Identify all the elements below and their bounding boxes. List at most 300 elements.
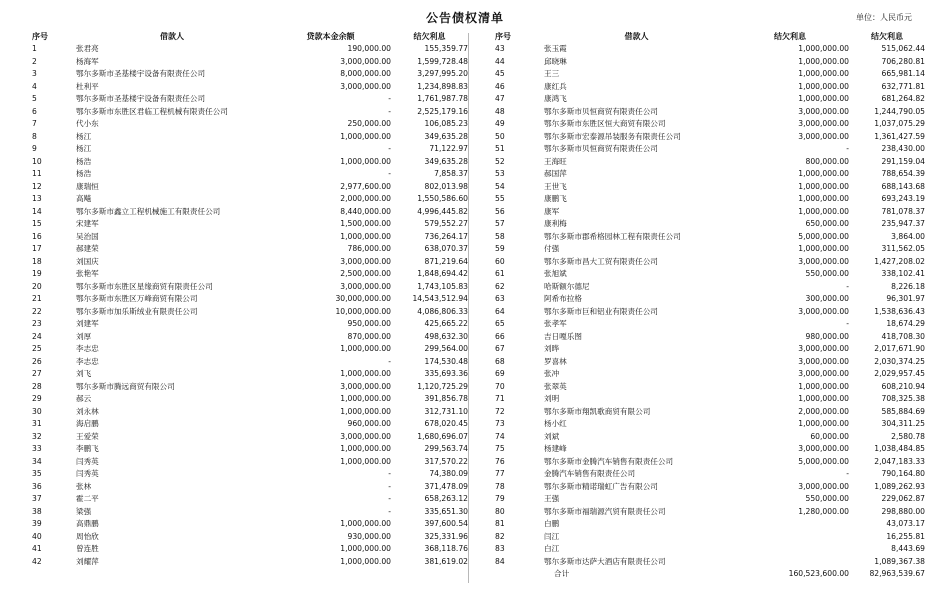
table-row (495, 556, 925, 569)
row-seq: 70 (495, 381, 505, 391)
row-borrower: 王爱荣 (76, 431, 99, 441)
row-borrower: 康瑞恒 (76, 181, 99, 191)
row-interest: 1,761,987.78 (417, 94, 468, 103)
row-borrower: 杨江 (76, 131, 92, 141)
row-loan-balance: - (388, 94, 391, 103)
row-seq: 62 (495, 281, 505, 291)
row-loan-balance: 2,000,000.00 (340, 194, 391, 203)
row-borrower: 付强 (544, 244, 560, 253)
row-loan-balance: 1,280,000.00 (798, 506, 849, 516)
row-seq: 80 (495, 506, 505, 516)
total-row (495, 568, 925, 581)
row-interest: 3,297,995.20 (417, 69, 468, 78)
table-row (32, 68, 468, 81)
row-seq: 68 (495, 356, 505, 366)
row-loan-balance: 1,000,000.00 (798, 169, 849, 178)
row-borrower: 鄂尔多斯市东胜区恒大商贸有限公司 (544, 119, 666, 128)
row-borrower: 高鼎鹏 (76, 519, 99, 528)
row-seq: 27 (32, 369, 42, 378)
row-borrower: 张玉霞 (544, 44, 567, 53)
row-seq: 12 (32, 181, 42, 191)
row-loan-balance: 190,000.00 (347, 44, 391, 53)
row-seq: 5 (32, 94, 37, 103)
row-borrower: 郝云 (76, 394, 92, 403)
row-borrower: 杨海军 (76, 56, 99, 66)
table-row (32, 231, 468, 244)
row-loan-balance: 980,000.00 (805, 331, 849, 341)
row-interest: 638,070.37 (424, 244, 468, 253)
right-table-body (495, 43, 925, 581)
row-seq: 26 (32, 356, 42, 366)
row-borrower: 鄂尔多斯市东胜区君临工程机械有限责任公司 (76, 106, 228, 116)
row-loan-balance (731, 531, 849, 544)
row-interest: 681,264.82 (881, 94, 925, 103)
row-interest: 790,164.80 (881, 469, 925, 478)
row-interest: 2,017,671.90 (874, 344, 925, 353)
row-borrower: 杨浩 (76, 169, 92, 178)
row-loan-balance: 1,000,000.00 (340, 444, 391, 453)
row-interest: 665,981.14 (881, 69, 925, 78)
row-loan-balance: 1,000,000.00 (798, 206, 849, 216)
row-borrower: 张林 (76, 481, 92, 491)
row-borrower: 刘斌 (544, 431, 560, 441)
row-seq: 48 (495, 106, 505, 116)
row-seq: 43 (495, 44, 505, 53)
row-borrower: 张翠英 (544, 381, 567, 391)
row-seq: 37 (32, 494, 42, 503)
row-seq: 31 (32, 419, 42, 428)
row-seq: 2 (32, 56, 37, 66)
row-borrower: 鄂尔多斯市宏泰源吊装服务有限责任公司 (544, 131, 681, 141)
row-loan-balance: 8,000,000.00 (340, 69, 391, 78)
row-loan-balance: - (846, 281, 849, 291)
row-loan-balance: 1,000,000.00 (798, 194, 849, 203)
table-row (32, 93, 468, 106)
row-borrower: 闫秀英 (76, 469, 99, 478)
row-borrower: 鄂尔多斯市达萨大酒店有限责任公司 (544, 556, 666, 566)
row-loan-balance: - (846, 319, 849, 328)
row-loan-balance (731, 543, 849, 556)
row-seq: 63 (495, 294, 505, 303)
row-interest: 498,632.30 (424, 331, 468, 341)
row-interest: 632,771.81 (881, 81, 925, 91)
table-row (32, 106, 468, 119)
row-borrower: 霍二平 (76, 494, 99, 503)
table-row (32, 256, 468, 269)
row-loan-balance: 1,000,000.00 (340, 231, 391, 241)
row-borrower: 刘耀萍 (76, 556, 99, 566)
row-seq: 39 (32, 519, 42, 528)
row-interest: 371,478.09 (424, 481, 468, 491)
row-interest: 658,263.12 (424, 494, 468, 503)
row-seq: 75 (495, 444, 505, 453)
row-borrower: 刘明 (544, 394, 560, 403)
row-interest: 397,600.54 (424, 519, 468, 528)
table-row (495, 81, 925, 94)
row-seq: 33 (32, 444, 42, 453)
table-row (32, 356, 468, 369)
row-seq: 42 (32, 556, 42, 566)
row-interest: 736,264.17 (424, 231, 468, 241)
row-loan-balance: 3,000,000.00 (798, 131, 849, 141)
row-borrower: 白鹏 (544, 519, 560, 528)
row-borrower: 金腾汽车销售有限责任公司 (544, 469, 636, 478)
row-seq: 84 (495, 556, 505, 566)
row-seq: 64 (495, 306, 505, 316)
row-seq: 19 (32, 269, 42, 278)
row-seq: 32 (32, 431, 42, 441)
table-row (32, 43, 468, 56)
row-seq: 41 (32, 544, 42, 553)
row-loan-balance: 1,000,000.00 (340, 556, 391, 566)
row-interest: 338,102.41 (881, 269, 925, 278)
row-borrower: 鄂尔多斯市精诺瑞虹广告有限公司 (544, 481, 658, 491)
row-borrower: 刘国庆 (76, 256, 99, 266)
table-row (32, 343, 468, 356)
total-loan-balance: 160,523,600.00 (788, 569, 849, 578)
table-row (495, 456, 925, 469)
table-row (495, 68, 925, 81)
row-seq: 77 (495, 469, 505, 478)
row-interest: 788,654.39 (881, 169, 925, 178)
table-row (495, 43, 925, 56)
table-row (32, 118, 468, 131)
row-loan-balance: - (388, 169, 391, 178)
row-borrower: 鄂尔多斯市昌大工贸有限责任公司 (544, 256, 658, 266)
row-seq: 3 (32, 69, 37, 78)
row-seq: 72 (495, 406, 505, 416)
table-row (495, 381, 925, 394)
table-row (495, 481, 925, 494)
row-loan-balance: - (388, 469, 391, 478)
row-interest: 312,731.10 (424, 406, 468, 416)
table-row (495, 256, 925, 269)
row-seq: 47 (495, 94, 505, 103)
row-loan-balance: 1,000,000.00 (340, 544, 391, 553)
table-row (32, 81, 468, 94)
row-borrower: 鄂尔多斯市郡希格园林工程有限责任公司 (544, 231, 681, 241)
row-loan-balance: - (388, 144, 391, 153)
header-interest: 结欠利息 (413, 32, 446, 41)
row-interest: 381,619.02 (424, 556, 468, 566)
table-row (32, 393, 468, 406)
row-seq: 23 (32, 319, 42, 328)
row-loan-balance: 30,000,000.00 (335, 294, 391, 303)
row-borrower: 鄂尔多斯市贝恒商贸有限责任公司 (544, 144, 658, 153)
row-seq: 81 (495, 519, 505, 528)
row-borrower: 李鹏飞 (76, 444, 99, 453)
row-loan-balance: 3,000,000.00 (798, 481, 849, 491)
row-loan-balance: 5,000,000.00 (798, 231, 849, 241)
row-interest: 304,311.25 (881, 419, 925, 428)
row-loan-balance: 950,000.00 (347, 319, 391, 328)
table-row (32, 506, 468, 519)
row-loan-balance: 1,000,000.00 (798, 181, 849, 191)
column-divider (468, 33, 469, 583)
row-seq: 6 (32, 106, 37, 116)
table-row (32, 468, 468, 481)
header-seq: 序号 (32, 32, 48, 41)
row-interest: 71,122.97 (429, 144, 468, 153)
table-row (495, 143, 925, 156)
row-interest: 693,243.19 (881, 194, 925, 203)
table-row (32, 206, 468, 219)
row-interest: 1,244,790.05 (874, 106, 925, 116)
row-borrower: 王三 (544, 69, 560, 78)
row-interest: 7,858.37 (434, 169, 468, 178)
row-borrower: 鄂尔多斯市圣基楼宇设备有限责任公司 (76, 94, 206, 103)
row-seq: 20 (32, 281, 42, 291)
table-row (32, 456, 468, 469)
row-interest: 8,226.18 (891, 281, 925, 291)
row-loan-balance: 800,000.00 (805, 156, 849, 166)
row-borrower: 康红兵 (544, 81, 567, 91)
row-seq: 8 (32, 131, 37, 141)
row-seq: 21 (32, 294, 42, 303)
row-interest: 4,086,806.33 (417, 306, 468, 316)
table-row (495, 156, 925, 169)
row-seq: 61 (495, 269, 505, 278)
row-interest: 335,651.30 (424, 506, 468, 516)
row-borrower: 杨浩 (76, 156, 92, 166)
row-seq: 83 (495, 544, 505, 553)
row-loan-balance: 1,500,000.00 (340, 219, 391, 228)
right-table-panel (495, 31, 925, 581)
row-seq: 14 (32, 206, 42, 216)
row-borrower: 刘永林 (76, 406, 99, 416)
row-interest: 1,234,898.83 (417, 81, 468, 91)
row-borrower: 闫江 (544, 531, 560, 541)
row-borrower: 鄂尔多斯市加乐斯绒业有限责任公司 (76, 306, 198, 316)
row-interest: 1,037,075.29 (874, 119, 925, 128)
row-borrower: 王海旺 (544, 156, 567, 166)
row-loan-balance: 300,000.00 (805, 294, 849, 303)
row-seq: 18 (32, 256, 42, 266)
table-row (32, 381, 468, 394)
row-seq: 35 (32, 469, 42, 478)
row-interest: 871,219.64 (424, 256, 468, 266)
row-borrower: 宋建军 (76, 219, 99, 228)
row-borrower: 郝建荣 (76, 244, 99, 253)
table-row (32, 531, 468, 544)
row-interest: 1,599,728.48 (417, 56, 468, 66)
row-seq: 82 (495, 531, 505, 541)
table-row (32, 431, 468, 444)
row-interest: 299,564.00 (424, 344, 468, 353)
table-row (495, 193, 925, 206)
row-loan-balance: 1,000,000.00 (798, 381, 849, 391)
row-borrower: 罗喜林 (544, 356, 567, 366)
table-row (32, 293, 468, 306)
row-seq: 30 (32, 406, 42, 416)
row-loan-balance: 1,000,000.00 (798, 81, 849, 91)
row-loan-balance: 1,000,000.00 (340, 156, 391, 166)
table-row (32, 193, 468, 206)
row-borrower: 刘厚 (76, 331, 92, 341)
table-row (495, 206, 925, 219)
row-seq: 51 (495, 144, 505, 153)
row-loan-balance: - (846, 144, 849, 153)
row-interest: 43,073.17 (886, 519, 925, 528)
header-interest: 结欠利息 (774, 32, 806, 41)
header-borrower: 借款人 (160, 32, 184, 41)
currency-unit-note: 单位：人民币元 (856, 13, 912, 22)
row-loan-balance: 3,000,000.00 (340, 431, 391, 441)
row-interest: 96,301.97 (886, 294, 925, 303)
row-interest: 1,361,427.59 (874, 131, 925, 141)
row-borrower: 鄂尔多斯市巨和铝业有限责任公司 (544, 306, 658, 316)
row-interest: 349,635.28 (424, 131, 468, 141)
table-row (495, 243, 925, 256)
row-loan-balance: 870,000.00 (347, 331, 391, 341)
row-interest: 515,062.44 (881, 44, 925, 53)
table-row (32, 306, 468, 319)
table-row (495, 168, 925, 181)
table-row (495, 506, 925, 519)
row-interest: 418,708.30 (881, 331, 925, 341)
row-interest: 678,020.45 (424, 419, 468, 428)
row-interest: 391,856.78 (424, 394, 468, 403)
row-interest: 608,210.94 (881, 381, 925, 391)
row-borrower: 邱晓琳 (544, 56, 567, 66)
row-seq: 45 (495, 69, 505, 78)
row-loan-balance: 1,000,000.00 (340, 344, 391, 353)
row-borrower: 鄂尔多斯市东胜区星缘商贸有限责任公司 (76, 281, 213, 291)
row-interest: 368,118.76 (424, 544, 468, 553)
row-interest: 235,947.37 (881, 219, 925, 228)
row-loan-balance: 3,000,000.00 (798, 119, 849, 128)
row-loan-balance: 1,000,000.00 (798, 44, 849, 53)
row-interest: 106,085.23 (424, 119, 468, 128)
row-borrower: 张旭斌 (544, 269, 567, 278)
table-row (495, 368, 925, 381)
row-seq: 66 (495, 331, 505, 341)
row-loan-balance: 1,000,000.00 (340, 394, 391, 403)
row-interest: 229,062.87 (881, 494, 925, 503)
row-interest: 1,038,484.85 (874, 444, 925, 453)
row-loan-balance: - (388, 494, 391, 503)
total-interest: 82,963,539.67 (869, 569, 925, 578)
row-loan-balance: 2,977,600.00 (340, 181, 391, 191)
row-seq: 36 (32, 481, 42, 491)
table-row (495, 118, 925, 131)
row-seq: 65 (495, 319, 505, 328)
row-loan-balance: 1,000,000.00 (340, 406, 391, 416)
row-interest: 174,530.48 (424, 356, 468, 366)
row-borrower: 哈斯额尔德尼 (544, 281, 590, 291)
row-borrower: 鄂尔多斯市圣基楼宇设备有限责任公司 (76, 69, 206, 78)
row-borrower: 杨小红 (544, 419, 567, 428)
row-borrower: 康军 (544, 206, 560, 216)
row-interest: 802,013.98 (424, 181, 468, 191)
row-interest: 1,089,262.93 (874, 481, 925, 491)
row-seq: 52 (495, 156, 505, 166)
row-interest: 1,089,367.38 (874, 556, 925, 566)
row-loan-balance: 1,000,000.00 (798, 56, 849, 66)
row-borrower: 吴治国 (76, 231, 99, 241)
row-borrower: 刘建军 (76, 319, 99, 328)
row-interest: 4,996,445.82 (417, 206, 468, 216)
table-row (495, 406, 925, 419)
row-loan-balance: 60,000.00 (810, 431, 849, 441)
row-seq: 57 (495, 219, 505, 228)
row-borrower: 鄂尔多斯市贝恒商贸有限责任公司 (544, 106, 658, 116)
row-interest: 2,029,957.45 (874, 369, 925, 378)
table-row (495, 181, 925, 194)
row-seq: 4 (32, 81, 37, 91)
row-loan-balance: 550,000.00 (805, 269, 849, 278)
row-borrower: 曾连胜 (76, 544, 99, 553)
table-row (495, 331, 925, 344)
row-borrower: 代小东 (76, 119, 99, 128)
row-interest: 317,570.22 (424, 456, 468, 466)
row-seq: 53 (495, 169, 505, 178)
table-row (32, 493, 468, 506)
row-loan-balance: 1,000,000.00 (340, 519, 391, 528)
row-loan-balance: 960,000.00 (347, 419, 391, 428)
table-row (495, 93, 925, 106)
table-row (32, 268, 468, 281)
row-interest: 781,078.37 (881, 206, 925, 216)
row-interest: 16,255.81 (886, 531, 925, 541)
row-loan-balance: 930,000.00 (347, 531, 391, 541)
table-row (32, 143, 468, 156)
row-seq: 40 (32, 531, 42, 541)
row-borrower: 郝国萍 (544, 169, 567, 178)
row-interest: 708,325.38 (881, 394, 925, 403)
table-row (495, 231, 925, 244)
row-interest: 238,430.00 (881, 144, 925, 153)
row-borrower: 白江 (544, 544, 560, 553)
claims-table-left (32, 31, 468, 568)
row-loan-balance: 3,000,000.00 (798, 344, 849, 353)
row-loan-balance: 1,000,000.00 (798, 94, 849, 103)
row-interest: 1,550,586.60 (417, 194, 468, 203)
table-row (32, 281, 468, 294)
table-row (495, 268, 925, 281)
row-loan-balance: 250,000.00 (347, 119, 391, 128)
row-interest: 688,143.68 (881, 181, 925, 191)
row-interest: 349,635.28 (424, 156, 468, 166)
table-row (495, 281, 925, 294)
row-seq: 60 (495, 256, 505, 266)
table-row (495, 493, 925, 506)
row-loan-balance: 1,000,000.00 (798, 244, 849, 253)
row-seq: 46 (495, 81, 505, 91)
row-seq: 56 (495, 206, 505, 216)
row-loan-balance: 10,000,000.00 (335, 306, 391, 316)
row-seq: 78 (495, 481, 505, 491)
row-seq: 69 (495, 369, 505, 378)
header-interest: 结欠利息 (871, 32, 903, 41)
row-loan-balance: 8,440,000.00 (340, 206, 391, 216)
row-interest: 74,380.09 (429, 469, 468, 478)
row-loan-balance: 3,000,000.00 (798, 256, 849, 266)
table-row (495, 343, 925, 356)
table-row (495, 306, 925, 319)
row-borrower: 刘飞 (76, 369, 92, 378)
row-seq: 10 (32, 156, 42, 166)
row-borrower: 杨江 (76, 144, 92, 153)
row-interest: 1,427,208.02 (874, 256, 925, 266)
row-borrower: 杨建峰 (544, 444, 567, 453)
row-interest: 1,538,636.43 (874, 306, 925, 316)
table-row (32, 56, 468, 69)
table-row (495, 318, 925, 331)
row-seq: 58 (495, 231, 505, 241)
row-seq: 24 (32, 331, 42, 341)
row-borrower: 梁强 (76, 506, 92, 516)
